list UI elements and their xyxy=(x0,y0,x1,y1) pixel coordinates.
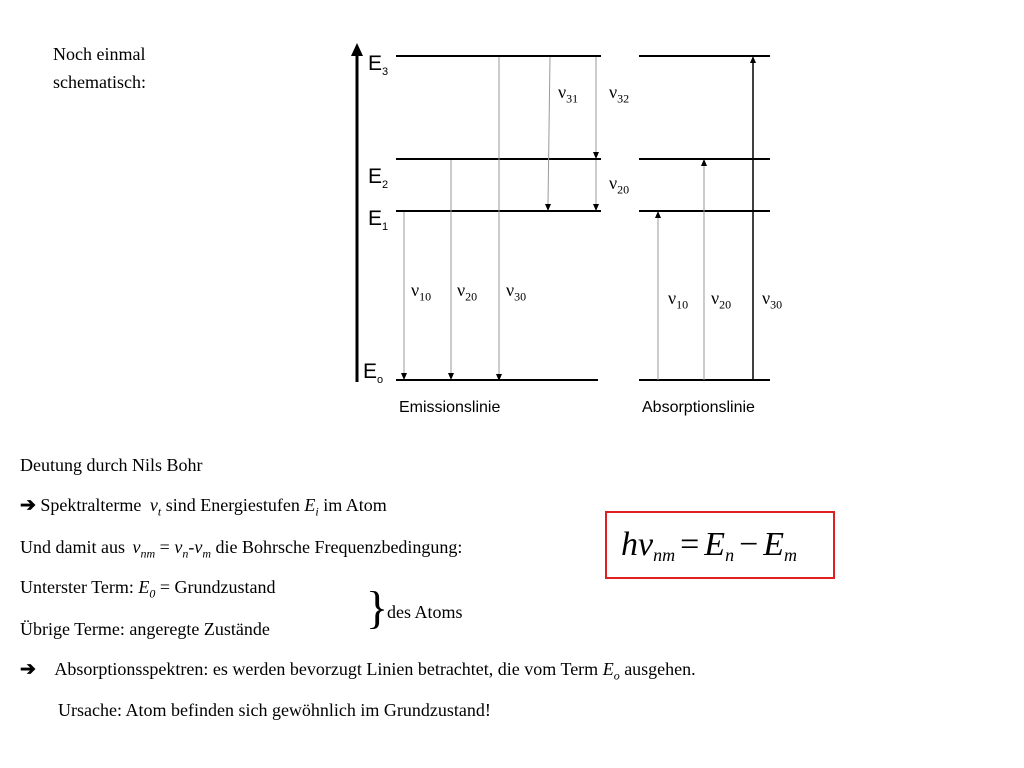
emission-arrowhead-10 xyxy=(401,373,407,380)
ursache-line: Ursache: Atom befinden sich gewöhnlich im Grundzustand! xyxy=(58,700,491,720)
emission-label-nu31: $\nu_{31}$ xyxy=(558,82,579,106)
absorption-label-nu10: $\nu_{10}$ xyxy=(668,288,689,312)
absorption-label-nu20: $\nu_{20}$ xyxy=(711,288,732,312)
emission-arrowhead-21 xyxy=(593,204,599,211)
absorption-arrowhead-30 xyxy=(750,56,756,63)
bohr-condition-line: Und damit aus $\nu_{nm} = \nu_n-\nu_m$ die Bohrsche Frequenzbedingung: xyxy=(20,537,463,561)
right-arrow-icon: ➔ xyxy=(20,495,36,516)
right-arrow-icon: ➔ xyxy=(20,659,36,680)
emission-arrowhead-32 xyxy=(593,152,599,159)
absorption-arrowhead-20 xyxy=(701,159,707,166)
emission-label-nu10: $\nu_{10}$ xyxy=(411,280,432,304)
emission-label-nu32: $\nu_{32}$ xyxy=(609,82,630,106)
des-atoms-label: des Atoms xyxy=(387,602,463,622)
emission-arrowhead-20 xyxy=(448,373,454,380)
absorption-label-nu30: $\nu_{30}$ xyxy=(762,288,783,312)
absorption-spectra-line: ➔ Absorptionsspektren: es werden bevorzugt Linien betrachtet, die vom Term $E_o$ ausgehen. xyxy=(20,659,696,683)
energy-axis-arrowhead xyxy=(351,43,363,56)
emission-label-nu30: $\nu_{30}$ xyxy=(506,280,527,304)
excited-states-line: Übrige Terme: angeregte Zustände xyxy=(20,619,270,639)
intro-line-2: schematisch: xyxy=(53,72,146,92)
emission-label-nu20-upper: $\nu_{20}$ xyxy=(609,173,630,197)
level-label-e2: $E_2$ xyxy=(368,165,389,192)
bohr-formula: $h\nu_{nm} = E_n - E_m$ xyxy=(621,526,798,565)
level-label-e3: $E_3$ xyxy=(368,52,389,79)
bohr-formula-box xyxy=(605,511,835,579)
level-label-e1: $E_1$ xyxy=(368,207,389,234)
deutung-heading: Deutung durch Nils Bohr xyxy=(20,455,203,475)
emission-label-nu20: $\nu_{20}$ xyxy=(457,280,478,304)
absorption-arrowhead-10 xyxy=(655,211,661,218)
ground-state-line: Unterster Term: $E_0$ = Grundzustand xyxy=(20,577,276,601)
emission-arrowhead-31 xyxy=(545,204,551,211)
emission-caption: Emissionslinie xyxy=(399,399,501,416)
spektralterme-line: ➔ Spektralterme $\nu_t$ sind Energiestufen $E_i$ im Atom xyxy=(20,495,387,519)
emission-arrow-31 xyxy=(548,57,550,204)
absorption-caption: Absorptionslinie xyxy=(642,399,755,416)
intro-line-1: Noch einmal xyxy=(53,44,146,64)
curly-brace: } xyxy=(366,582,389,633)
level-label-e0: $E_o$ xyxy=(363,360,384,387)
